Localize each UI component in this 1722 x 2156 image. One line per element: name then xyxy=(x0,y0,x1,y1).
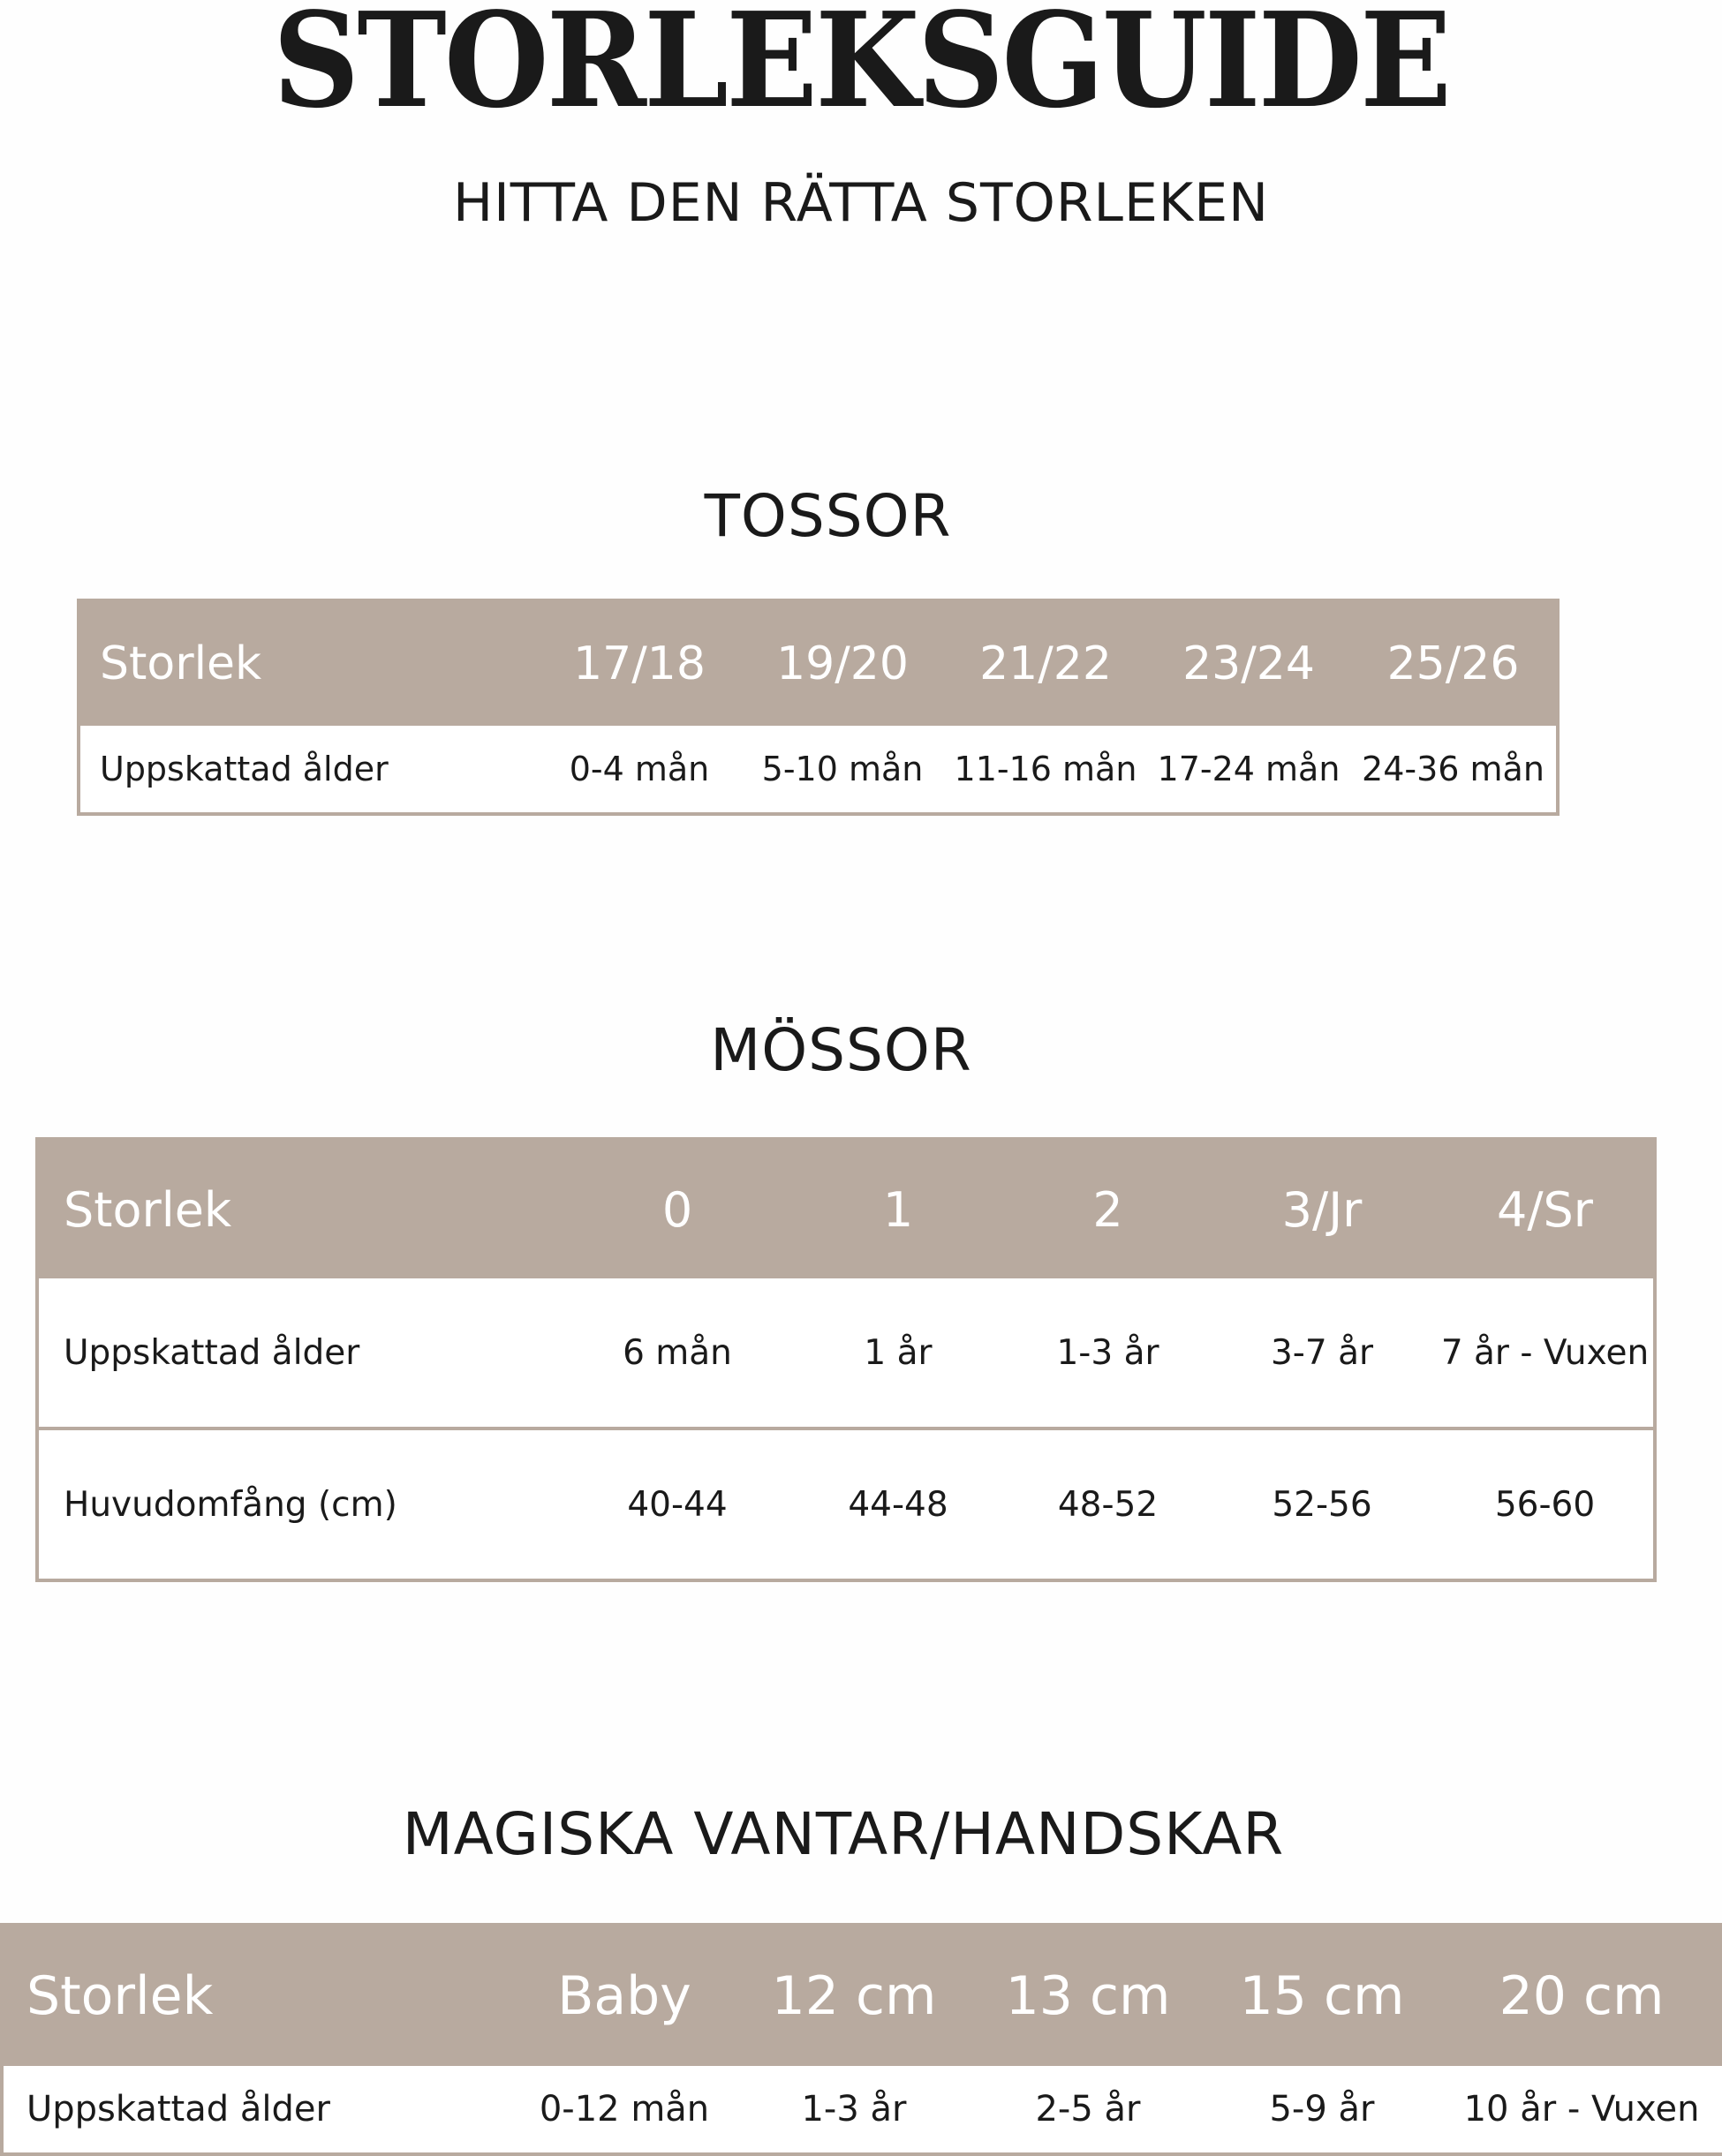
table-cell: 40-44 xyxy=(567,1429,788,1580)
table-cell: 0-4 mån xyxy=(538,726,741,814)
table-header-row xyxy=(79,600,1558,726)
header-cell: 12 cm xyxy=(735,1925,973,2066)
table-cell: 0-12 mån xyxy=(514,2066,735,2154)
header-cell: 2 xyxy=(1008,1139,1207,1278)
table-cell: 52-56 xyxy=(1207,1429,1437,1580)
row-label: Uppskattad ålder xyxy=(79,726,538,814)
table-row xyxy=(2,2066,1722,2154)
table-row xyxy=(79,726,1558,814)
header-cell-size-label: Storlek xyxy=(37,1139,567,1278)
header-cell: 0 xyxy=(567,1139,788,1278)
table-cell: 56-60 xyxy=(1437,1429,1655,1580)
header-cell: 25/26 xyxy=(1350,600,1558,726)
table-header-row xyxy=(2,1925,1722,2066)
table-row xyxy=(37,1429,1655,1580)
header-cell: 23/24 xyxy=(1147,600,1350,726)
table-cell: 1 år xyxy=(788,1278,1008,1429)
page-subtitle: HITTA DEN RÄTTA STORLEKEN xyxy=(452,172,1270,234)
header-cell: 3/Jr xyxy=(1207,1139,1437,1278)
section-title-tossor: TOSSOR xyxy=(704,482,952,550)
mossor-size-table xyxy=(35,1137,1657,1582)
header-cell: 13 cm xyxy=(973,1925,1203,2066)
table-cell: 3-7 år xyxy=(1207,1278,1437,1429)
table-cell: 17-24 mån xyxy=(1147,726,1350,814)
table-cell: 1-3 år xyxy=(735,2066,973,2154)
table-cell: 5-10 mån xyxy=(741,726,944,814)
header-cell-size-label: Storlek xyxy=(2,1925,514,2066)
section-title-mossor: MÖSSOR xyxy=(710,1016,972,1084)
table-cell: 5-9 år xyxy=(1203,2066,1441,2154)
header-cell: Baby xyxy=(514,1925,735,2066)
table-cell: 11-16 mån xyxy=(944,726,1147,814)
vantar-size-table xyxy=(0,1923,1722,2156)
header-cell-size-label: Storlek xyxy=(79,600,538,726)
header-cell: 20 cm xyxy=(1441,1925,1722,2066)
header-cell: 19/20 xyxy=(741,600,944,726)
row-label: Huvudomfång (cm) xyxy=(37,1429,567,1580)
table-cell: 10 år - Vuxen xyxy=(1441,2066,1722,2154)
header-cell: 4/Sr xyxy=(1437,1139,1655,1278)
header-cell: 1 xyxy=(788,1139,1008,1278)
tossor-size-table xyxy=(77,599,1560,816)
table-cell: 48-52 xyxy=(1008,1429,1207,1580)
row-label: Uppskattad ålder xyxy=(2,2066,514,2154)
table-cell: 7 år - Vuxen xyxy=(1437,1278,1655,1429)
header-cell: 15 cm xyxy=(1203,1925,1441,2066)
row-label: Uppskattad ålder xyxy=(37,1278,567,1429)
table-cell: 6 mån xyxy=(567,1278,788,1429)
section-title-vantar: MAGISKA VANTAR/HANDSKAR xyxy=(402,1800,1285,1868)
table-header-row xyxy=(37,1139,1655,1278)
table-cell: 1-3 år xyxy=(1008,1278,1207,1429)
table-row xyxy=(37,1278,1655,1429)
table-cell: 44-48 xyxy=(788,1429,1008,1580)
table-cell: 24-36 mån xyxy=(1350,726,1558,814)
page-title: STORLEKSGUIDE xyxy=(272,0,1450,137)
header-cell: 17/18 xyxy=(538,600,741,726)
table-cell: 2-5 år xyxy=(973,2066,1203,2154)
header-cell: 21/22 xyxy=(944,600,1147,726)
